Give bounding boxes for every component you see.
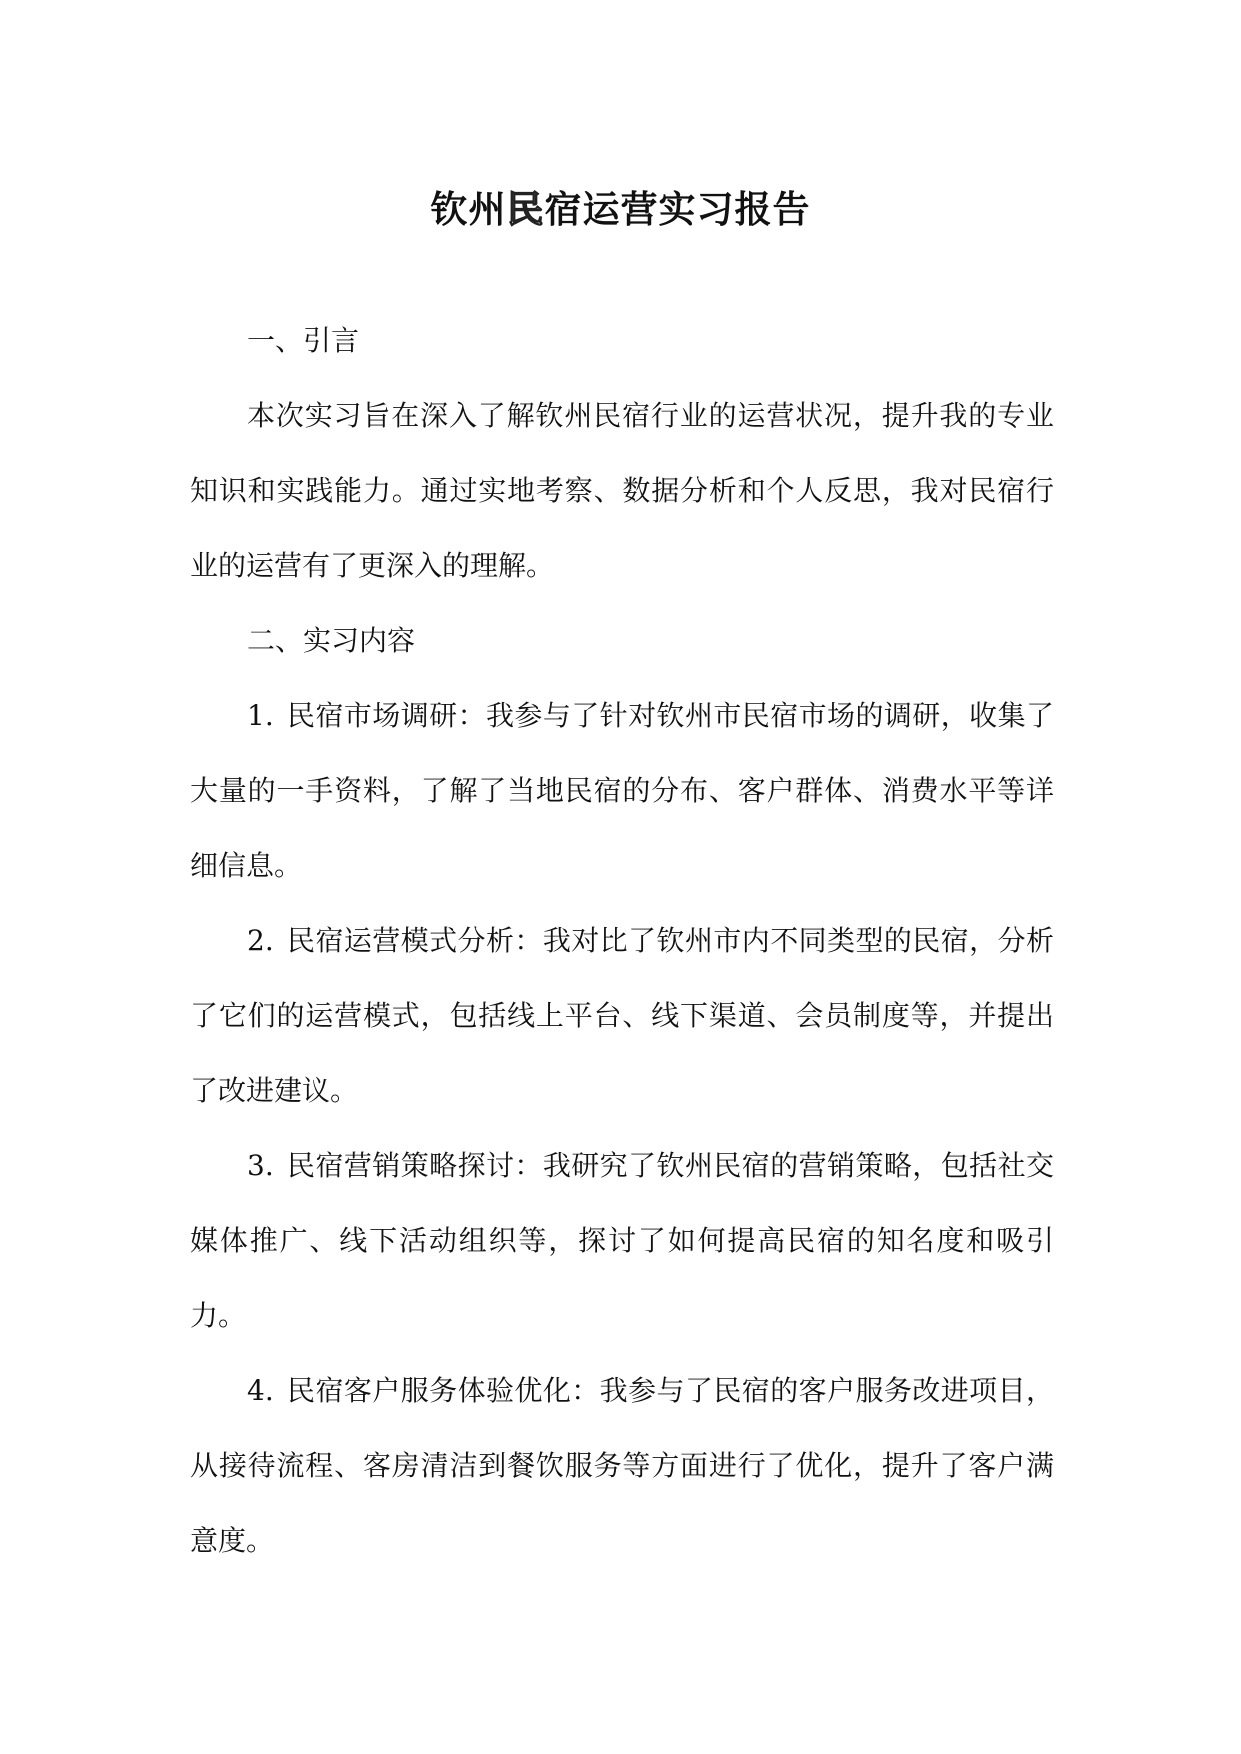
list-item-number: 3. xyxy=(247,1149,274,1182)
document-body xyxy=(190,303,1054,1578)
list-item-text: 民宿运营模式分析：我对比了钦州市内不同类型的民宿，分析了它们的运营模式，包括线上平台、线下渠道、会员制度等，并提出了改进建议。 xyxy=(190,924,1054,1107)
list-item-text: 民宿市场调研：我参与了针对钦州市民宿市场的调研，收集了大量的一手资料，了解了当地民宿的分布、客户群体、消费水平等详细信息。 xyxy=(190,699,1054,882)
list-item-number: 2. xyxy=(247,924,274,957)
title-part-2: 宿运营实习报告 xyxy=(544,188,811,231)
list-item-text: 民宿营销策略探讨：我研究了钦州民宿的营销策略，包括社交媒体推广、线下活动组织等，探讨了如何提高民宿的知名度和吸引力。 xyxy=(190,1149,1054,1332)
list-item-number: 4. xyxy=(247,1374,274,1407)
list-item xyxy=(190,1353,1054,1578)
intro-paragraph: 本次实习旨在深入了解钦州民宿行业的运营状况，提升我的专业知识和实践能力。通过实地考察、数据分析和个人反思，我对民宿行业的运营有了更深入的理解。 xyxy=(190,399,1054,582)
list-item-number: 1. xyxy=(247,699,274,732)
document-title xyxy=(0,180,1241,240)
list-item xyxy=(190,1128,1054,1353)
section-heading-internship-content: 二、实习内容 xyxy=(247,624,416,657)
section-heading-introduction: 一、引言 xyxy=(247,324,360,357)
list-item xyxy=(190,678,1054,903)
list-item xyxy=(190,903,1054,1128)
title-part-1: 钦州 xyxy=(430,188,507,231)
title-outlined-character: 民 xyxy=(506,188,545,231)
list-item-text: 民宿客户服务体验优化：我参与了民宿的客户服务改进项目，从接待流程、客房清洁到餐饮服务等方面进行了优化，提升了客户满意度。 xyxy=(190,1374,1054,1557)
